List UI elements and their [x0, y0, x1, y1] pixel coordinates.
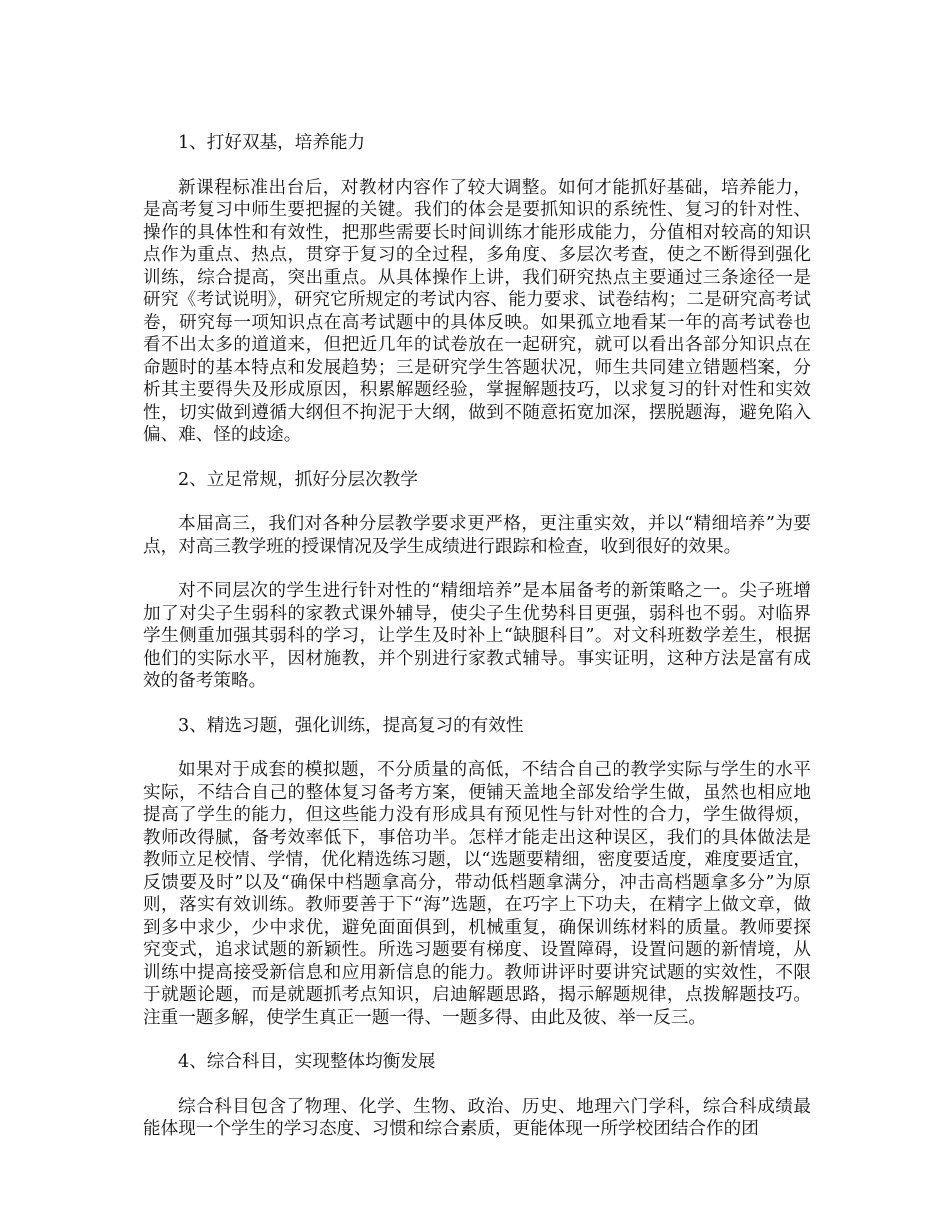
section-2-paragraph-2: 对不同层次的学生进行针对性的“精细培养”是本届备考的新策略之一。尖子班增加了对尖子生弱科的家教式课外辅导，使尖子生优势科目更强，弱科也不弱。对临界学生侧重加强其弱科的学习，让学生及时补上“缺腿科目”。对文科班数学差生，根据他们的实际水平，因材施教，并个别进行家教式辅导。事实证明，这种方法是富有成效的备考策略。	[143, 581, 811, 691]
section-heading-2: 2、立足常规，抓好分层次教学	[178, 469, 418, 490]
section-3-paragraph-1: 如果对于成套的模拟题，不分质量的高低，不结合自己的教学实际与学生的水平实际，不结合自己的整体复习备考方案，便铺天盖地全部发给学生做，虽然也相应地提高了学生的能力，但这些能力没有形成具有预见性与针对性的合力，学生做得烦，教师改得腻，备考效率低下，事倍功半。怎样才能走出这种误区，我们的具体做法是教师立足校情、学情，优化精选练习题，以“选题要精细，密度要适度，难度要适宜，反馈要及时”以及“确保中档题拿高分，带动低档题拿满分，冲击高档题拿多分”为原则，落实有效训练。教师要善于下“海”选题，在巧字上下功夫，在精字上做文章，做到多中求少，少中求优，避免面面俱到，机械重复，确保训练材料的质量。教师要探究变式，追求试题的新颖性。所选习题要有梯度、设置障碍，设置问题的新情境，从训练中提高接受新信息和应用新信息的能力。教师讲评时要讲究试题的实效性，不限于就题论题，而是就题抓考点知识，启迪解题思路，揭示解题规律，点拨解题技巧。注重一题多解，使学生真正一题一得、一题多得、由此及彼、举一反三。	[143, 760, 811, 1028]
section-heading-3: 3、精选习题，强化训练，提高复习的有效性	[178, 715, 524, 736]
section-heading-4: 4、综合科目，实现整体均衡发展	[178, 1052, 436, 1072]
section-1-paragraph-1: 新课程标准出台后，对教材内容作了较大调整。如何才能抓好基础，培养能力，是高考复习中师生要把握的关键。我们的体会是要抓知识的系统性、复习的针对性、操作的具体性和有效性，把那些需要长时间训练才能形成能力，分值相对较高的知识点作为重点、热点，贯穿于复习的全过程，多角度、多层次考查，使之不断得到强化训练，综合提高，突出重点。从具体操作上讲，我们研究热点主要通过三条途径一是研究《考试说明》，研究它所规定的考试内容、能力要求、试卷结构；二是研究高考试卷，研究每一项知识点在高考试题中的具体反映。如果孤立地看某一年的高考试卷也看不出太多的道道来，但把近几年的试卷放在一起研究，就可以看出各部分知识点在命题时的基本特点和发展趋势；三是研究学生答题状况，师生共同建立错题档案，分析其主要得失及形成原因，积累解题经验，掌握解题技巧，以求复习的针对性和实效性，切实做到遵循大纲但不拘泥于大纲，做到不随意拓宽加深，摆脱题海，避免陷入偏、难、怪的歧途。	[143, 177, 811, 445]
section-heading-1: 1、打好双基，培养能力	[178, 133, 366, 153]
document-page	[143, 0, 811, 1163]
section-2-paragraph-1: 本届高三，我们对各种分层教学要求更严格，更注重实效，并以“精细培养”为要点，对高三教学班的授课情况及学生成绩进行跟踪和检查，收到很好的效果。	[143, 514, 811, 557]
section-4-paragraph-1: 综合科目包含了物理、化学、生物、政治、历史、地理六门学科，综合科成绩最能体现一个学生的学习态度、习惯和综合素质，更能体现一所学校团结合作的团	[143, 1096, 811, 1139]
